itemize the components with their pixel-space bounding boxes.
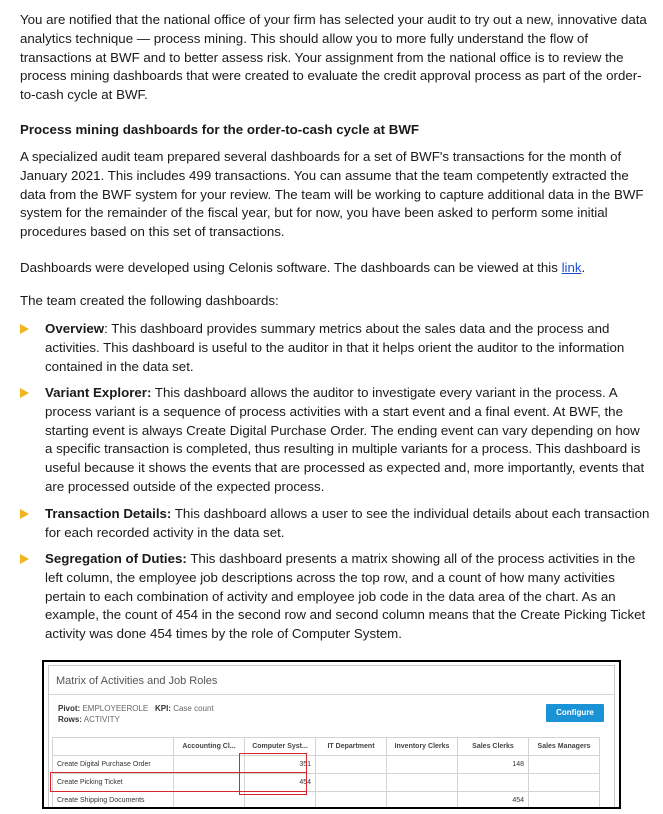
bullet-text: This dashboard presents a matrix showing all of the process activities in the left column, the employee job descriptions across the top row, and a count of how many activities pertain to each combination of activity and employee job code in the data area of the chart. As an example, the count of 454 in the second row and second column means that the Create Picking Ticket activity was done 454 times by the role of Computer System.	[45, 551, 646, 642]
highlight-row-box	[50, 772, 307, 792]
bullet-arrow-icon	[20, 554, 29, 564]
dashboards-intro: The team created the following dashboards:	[20, 293, 279, 308]
column-header[interactable]: Sales Managers	[529, 738, 600, 756]
count-cell: 351	[245, 756, 316, 774]
count-cell	[529, 756, 600, 774]
bullet-text: : This dashboard provides summary metrics about the sales data and the process and activities. This dashboard is useful to the auditor in that it helps orient the auditor to the information contained in the data set.	[45, 321, 625, 374]
kpi-value: Case count	[173, 704, 214, 713]
bullet-title: Segregation of Duties:	[45, 551, 187, 566]
count-cell: 148	[458, 756, 529, 774]
team-paragraph: A specialized audit team prepared several dashboards for a set of BWF's transactions for the month of January 2021. This includes 499 transactions. You can assume that the team competently extracted the data from the BWF system for your review. The team will be working to capture additional data in the BWF system for the remainder of the fiscal year, but for now, you have been asked to perform some initial procedures based on this set of transactions.	[20, 149, 644, 240]
intro-paragraph: You are notified that the national office of your firm has selected your audit to try out a new, innovative data analytics technique — process mining. This should allow you to more fully understand the flow of transactions at BWF and to better assess risk. Your assignment from the national office is to review the process mining dashboards that were created to evaluate the credit approval process as part of the order-to-cash cycle at BWF.	[20, 12, 647, 103]
celonis-period: .	[581, 260, 586, 275]
table-row	[53, 792, 600, 810]
celonis-paragraph	[20, 259, 650, 278]
column-header[interactable]: Inventory Clerks	[387, 738, 458, 756]
bullet-transaction-details	[20, 505, 650, 543]
count-cell: 454	[245, 774, 316, 792]
bullet-segregation-of-duties	[20, 550, 650, 644]
count-cell	[387, 756, 458, 774]
count-cell	[387, 774, 458, 792]
bullet-title: Overview	[45, 321, 105, 336]
matrix-corner-cell	[53, 738, 174, 756]
bullet-title: Transaction Details:	[45, 506, 172, 521]
configure-button[interactable]: Configure	[546, 704, 604, 722]
table-row	[53, 756, 600, 774]
column-header[interactable]: Computer Syst...	[245, 738, 316, 756]
bullet-text: This dashboard allows the auditor to investigate every variant in the process. A process variant is a sequence of process activities with a start event and a final event. At BWF, the starting event is always Create Digital Purchase Order. The ending event can vary depending on how a specific transaction is completed, thus resulting in multiple variants for a process. This dashboard is useful because it shows the events that are processed as expected and, more importantly, events that are processed outside of the expected process.	[45, 385, 645, 494]
matrix-panel	[48, 665, 615, 807]
celonis-text: Dashboards were developed using Celonis software. The dashboards can be viewed at this	[20, 260, 562, 275]
activity-cell: Create Digital Purchase Order	[53, 756, 174, 774]
count-cell	[174, 792, 245, 810]
pivot-value: EMPLOYEEROLE	[82, 704, 149, 713]
bullet-overview	[20, 320, 650, 376]
column-header[interactable]: Accounting Cl...	[174, 738, 245, 756]
dashboard-link[interactable]: link	[561, 260, 582, 275]
matrix-title: Matrix of Activities and Job Roles	[56, 675, 218, 687]
pivot-settings	[58, 703, 214, 725]
count-cell	[458, 774, 529, 792]
bullet-arrow-icon	[20, 509, 29, 519]
kpi-label: KPI:	[154, 704, 171, 713]
section-heading: Process mining dashboards for the order-to-cash cycle at BWF	[20, 122, 419, 137]
count-cell	[316, 774, 387, 792]
count-cell	[387, 792, 458, 810]
rows-value: ACTIVITY	[83, 715, 120, 724]
rows-label: Rows:	[58, 715, 82, 724]
count-cell	[174, 756, 245, 774]
count-cell	[316, 792, 387, 810]
bullet-title: Variant Explorer:	[45, 385, 152, 400]
column-header[interactable]: IT Department	[316, 738, 387, 756]
matrix-divider	[49, 694, 614, 695]
count-cell: 454	[458, 792, 529, 810]
activity-cell: Create Picking Ticket	[53, 774, 174, 792]
bullet-variant-explorer	[20, 384, 650, 497]
count-cell	[529, 774, 600, 792]
bullet-arrow-icon	[20, 388, 29, 398]
matrix-header-row	[53, 738, 600, 756]
count-cell	[529, 792, 600, 810]
activity-cell: Create Shipping Documents	[53, 792, 174, 810]
matrix-screenshot	[42, 660, 621, 809]
column-header[interactable]: Sales Clerks	[458, 738, 529, 756]
bullet-arrow-icon	[20, 324, 29, 334]
count-cell	[316, 756, 387, 774]
bullet-text: This dashboard allows a user to see the individual details about each transaction for each recorded activity in the data set.	[45, 506, 650, 540]
pivot-label: Pivot:	[58, 704, 81, 713]
